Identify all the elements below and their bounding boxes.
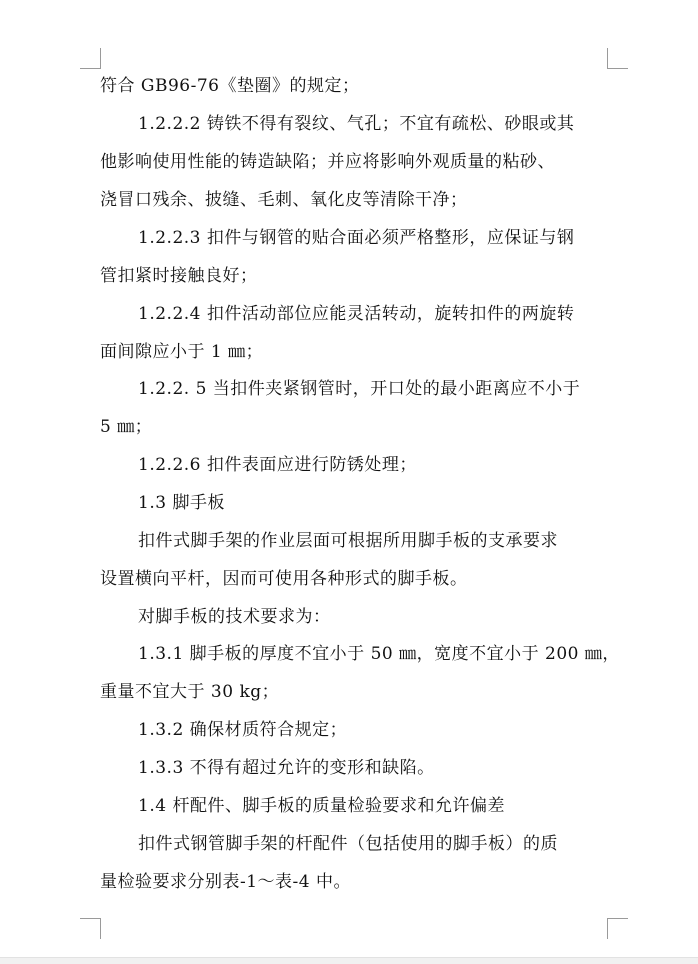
crop-mark-bottom-right [607,918,628,939]
section-heading: 1.3 脚手板 [138,493,225,513]
text-line: 1.3.1 脚手板的厚度不宜小于 50 ㎜，宽度不宜小于 200 ㎜， [138,644,620,664]
text-line: 1.3.3 不得有超过允许的变形和缺陷。 [138,758,435,778]
text-line: 1.3.2 确保材质符合规定； [138,720,348,740]
text-line: 1.2.2. 5 当扣件夹紧钢管时，开口处的最小距离应不小于 [138,379,581,399]
crop-mark-top-right [607,48,628,69]
section-heading: 1.4 杆配件、脚手板的质量检验要求和允许偏差 [138,796,505,816]
text-line: 1.2.2.3 扣件与钢管的贴合面必须严格整形，应保证与钢 [138,228,575,248]
text-line: 扣件式钢管脚手架的杆配件（包括使用的脚手板）的质 [138,834,558,854]
text-line: 面间隙应小于 1 ㎜； [100,342,264,362]
text-line: 1.2.2.4 扣件活动部位应能灵活转动，旋转扣件的两旋转 [138,304,575,324]
text-line: 浇冒口残余、披缝、毛刺、氧化皮等清除干净； [100,190,468,210]
text-line: 重量不宜大于 30 kg； [100,682,280,702]
crop-mark-top-left [80,48,101,69]
text-line: 1.2.2.2 铸铁不得有裂纹、气孔；不宜有疏松、砂眼或其 [138,114,575,134]
text-line: 1.2.2.6 扣件表面应进行防锈处理； [138,455,417,475]
text-line: 管扣紧时接触良好； [100,266,258,286]
text-line: 扣件式脚手架的作业层面可根据所用脚手板的支承要求 [138,531,558,551]
text-line: 量检验要求分别表-1～表-4 中。 [100,872,352,892]
crop-mark-bottom-left [80,918,101,939]
text-line: 符合 GB96-76《垫圈》的规定； [100,76,360,96]
text-line: 对脚手板的技术要求为： [138,607,331,627]
text-line: 设置横向平杆，因而可使用各种形式的脚手板。 [100,569,468,589]
text-line: 5 ㎜； [100,417,153,437]
text-line: 他影响使用性能的铸造缺陷；并应将影响外观质量的粘砂、 [100,152,555,172]
